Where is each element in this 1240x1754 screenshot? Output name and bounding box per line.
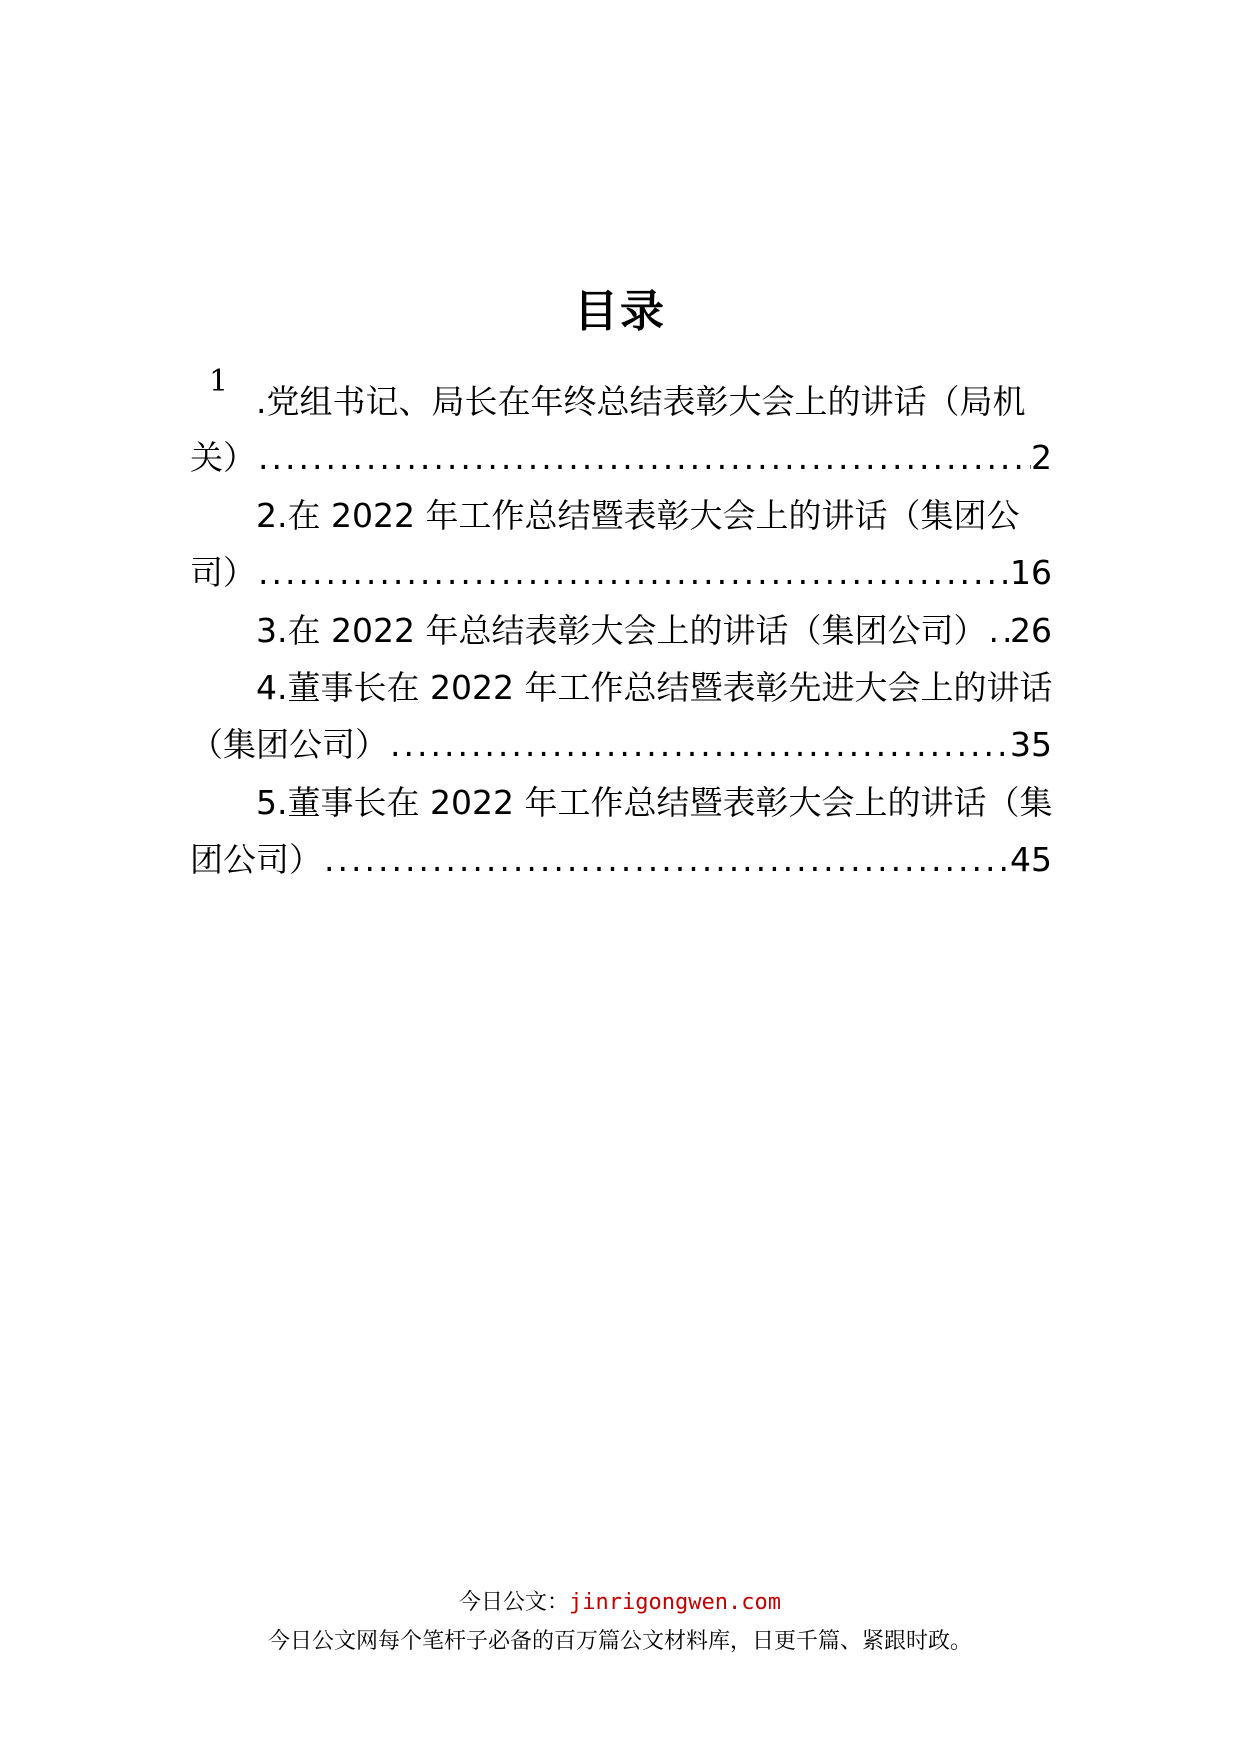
page-number-marker: 1 (209, 364, 229, 399)
toc-entry-5-title-cont: 团公司） (190, 840, 322, 879)
toc-entry-4-line-1[interactable] (190, 664, 1052, 712)
toc-entry-3-title: 3.在 2022 年总结表彰大会上的讲话（集团公司） (256, 611, 987, 650)
toc-leader-dots (986, 607, 1010, 655)
footer-slogan: 今日公文网每个笔杆子必备的百万篇公文材料库，日更千篇、紧跟时政。 (267, 1629, 972, 1654)
toc-entry-1-title: .党组书记、局长在年终总结表彰大会上的讲话（局机 (256, 382, 1026, 421)
toc-entry-4-line-2[interactable] (190, 721, 1052, 769)
toc-entry-1-page: 2 (1031, 438, 1052, 477)
toc-entry-2-page: 16 (1010, 553, 1052, 592)
toc-entry-4-title-cont: （集团公司） (190, 725, 388, 764)
toc-entry-5-line-1[interactable] (190, 779, 1052, 827)
toc-entry-4-page: 35 (1010, 725, 1052, 764)
toc-entry-3-line-1[interactable] (190, 607, 1052, 655)
footer-site-line (0, 1588, 1240, 1618)
toc-entry-1-line-2[interactable] (190, 434, 1052, 482)
toc-entry-3-page: 26 (1010, 611, 1052, 650)
toc-entry-4-title: 4.董事长在 2022 年工作总结暨表彰先进大会上的讲话 (256, 668, 1053, 707)
toc-entry-1-line-1[interactable] (190, 378, 1052, 426)
toc-leader-dots (256, 434, 1031, 482)
toc-entry-2-line-2[interactable] (190, 549, 1052, 597)
page-title: 目录 (574, 286, 666, 337)
toc-entry-5-title: 5.董事长在 2022 年工作总结暨表彰大会上的讲话（集 (256, 783, 1053, 822)
toc-leader-dots (322, 836, 1010, 884)
toc-entry-2-title-cont: 司） (190, 553, 256, 592)
toc-entry-2-line-1[interactable] (190, 492, 1052, 540)
toc-entry-1-title-cont: 关） (190, 438, 256, 477)
toc-leader-dots (388, 721, 1010, 769)
footer-site-link[interactable]: jinrigongwen.com (569, 1590, 781, 1615)
toc-leader-dots (256, 549, 1010, 597)
toc-entry-2-title: 2.在 2022 年工作总结暨表彰大会上的讲话（集团公 (256, 496, 1020, 535)
toc-entry-5-line-2[interactable] (190, 836, 1052, 884)
toc-entry-5-page: 45 (1010, 840, 1052, 879)
footer-site-label: 今日公文： (459, 1590, 570, 1615)
